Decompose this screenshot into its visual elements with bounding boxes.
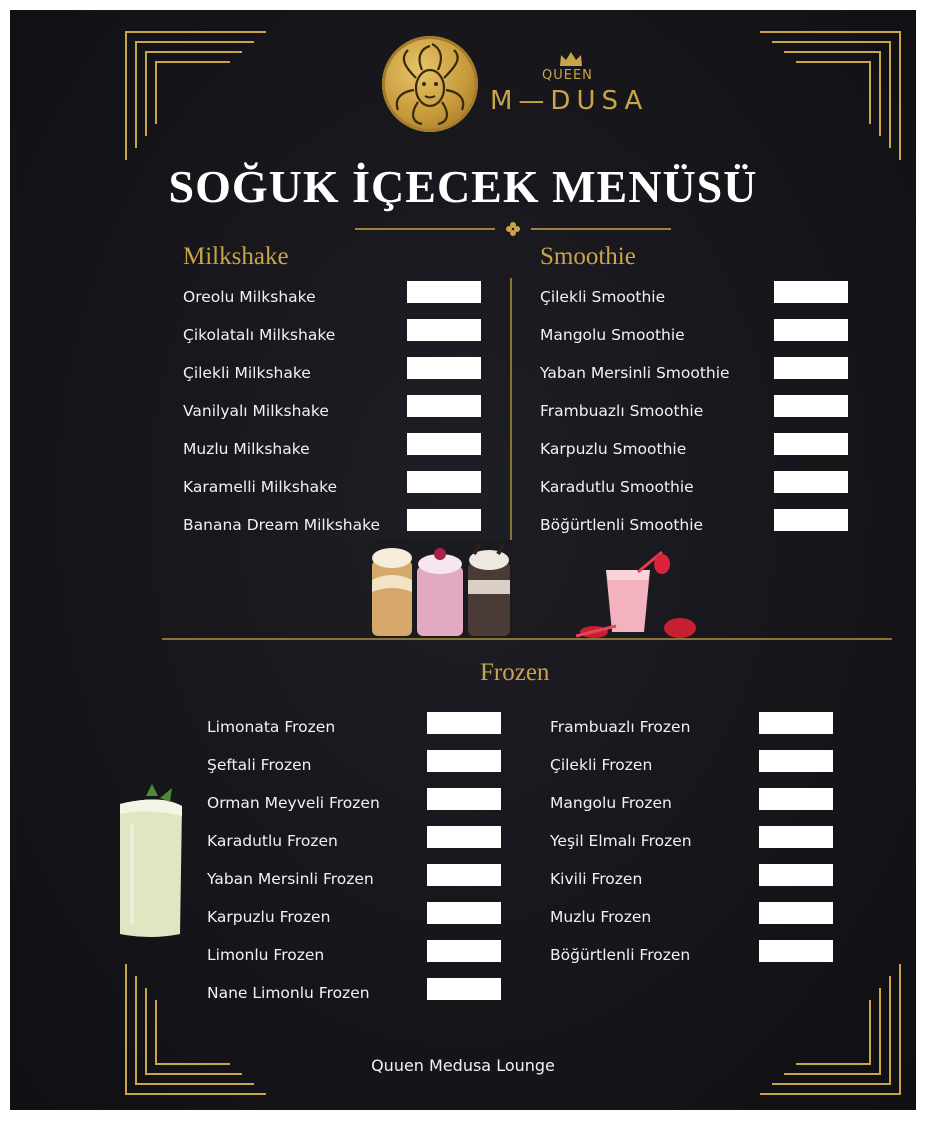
price-box bbox=[407, 509, 481, 531]
price-box bbox=[427, 940, 501, 962]
smoothie-item: Yaban Mersinli Smoothie bbox=[540, 364, 730, 382]
divider-ornament-icon bbox=[355, 222, 671, 236]
frozen-item: Karpuzlu Frozen bbox=[207, 908, 331, 926]
smoothie-item: Karpuzlu Smoothie bbox=[540, 440, 687, 458]
price-box bbox=[759, 902, 833, 924]
lemonade-frozen-image bbox=[120, 784, 186, 940]
price-box bbox=[427, 902, 501, 924]
price-box bbox=[407, 357, 481, 379]
footer-text: Quuen Medusa Lounge bbox=[371, 1056, 555, 1075]
smoothie-item: Frambuazlı Smoothie bbox=[540, 402, 704, 420]
page-title: SOĞUK İÇECEK MENÜSÜ bbox=[168, 161, 758, 212]
price-box bbox=[759, 750, 833, 772]
frozen-item: Limonlu Frozen bbox=[207, 946, 325, 964]
frozen-item: Çilekli Frozen bbox=[550, 756, 653, 774]
corner-ornament-icon bbox=[122, 28, 272, 168]
smoothie-item: Çilekli Smoothie bbox=[540, 288, 666, 306]
price-box bbox=[427, 864, 501, 886]
frozen-section-title: Frozen bbox=[480, 659, 550, 686]
menu-board bbox=[10, 10, 916, 1110]
milkshake-item: Muzlu Milkshake bbox=[183, 440, 310, 458]
milkshake-jars-image bbox=[370, 540, 512, 638]
milkshake-item: Karamelli Milkshake bbox=[183, 478, 338, 496]
brand-queen-label: QUEEN bbox=[542, 68, 593, 83]
price-box bbox=[774, 509, 848, 531]
price-box bbox=[407, 471, 481, 493]
frozen-item: Muzlu Frozen bbox=[550, 908, 652, 926]
milkshake-item: Çikolatalı Milkshake bbox=[183, 326, 336, 344]
price-box bbox=[774, 433, 848, 455]
frozen-item: Frambuazlı Frozen bbox=[550, 718, 691, 736]
crown-icon bbox=[558, 50, 584, 68]
corner-ornament-icon bbox=[122, 958, 272, 1098]
price-box bbox=[774, 281, 848, 303]
brand-name: M—DUSA bbox=[490, 86, 649, 116]
frozen-item: Mangolu Frozen bbox=[550, 794, 672, 812]
smoothie-section-title: Smoothie bbox=[540, 243, 636, 270]
frozen-item: Kivili Frozen bbox=[550, 870, 643, 888]
frozen-item: Nane Limonlu Frozen bbox=[207, 984, 370, 1002]
price-box bbox=[759, 864, 833, 886]
frozen-item: Böğürtlenli Frozen bbox=[550, 946, 691, 964]
price-box bbox=[407, 433, 481, 455]
frozen-item: Şeftali Frozen bbox=[207, 756, 312, 774]
corner-ornament-icon bbox=[754, 28, 904, 168]
smoothie-item: Böğürtlenli Smoothie bbox=[540, 516, 704, 534]
frozen-item: Karadutlu Frozen bbox=[207, 832, 338, 850]
milkshake-item: Banana Dream Milkshake bbox=[183, 516, 381, 534]
frozen-item: Limonata Frozen bbox=[207, 718, 336, 736]
price-box bbox=[427, 978, 501, 1000]
frozen-item: Orman Meyveli Frozen bbox=[207, 794, 380, 812]
price-box bbox=[774, 319, 848, 341]
milkshake-section-title: Milkshake bbox=[183, 243, 289, 270]
medusa-coin-icon bbox=[382, 36, 478, 132]
milkshake-item: Oreolu Milkshake bbox=[183, 288, 316, 306]
price-box bbox=[427, 750, 501, 772]
smoothie-item: Karadutlu Smoothie bbox=[540, 478, 694, 496]
price-box bbox=[427, 788, 501, 810]
price-box bbox=[774, 357, 848, 379]
price-box bbox=[759, 826, 833, 848]
price-box bbox=[407, 319, 481, 341]
price-box bbox=[407, 395, 481, 417]
smoothie-item: Mangolu Smoothie bbox=[540, 326, 685, 344]
milkshake-item: Vanilyalı Milkshake bbox=[183, 402, 329, 420]
price-box bbox=[759, 940, 833, 962]
strawberry-smoothie-image bbox=[576, 550, 700, 638]
corner-ornament-icon bbox=[754, 958, 904, 1098]
frozen-item: Yeşil Elmalı Frozen bbox=[550, 832, 692, 850]
frozen-item: Yaban Mersinli Frozen bbox=[207, 870, 374, 888]
section-divider bbox=[162, 638, 892, 640]
milkshake-item: Çilekli Milkshake bbox=[183, 364, 311, 382]
price-box bbox=[759, 712, 833, 734]
price-box bbox=[759, 788, 833, 810]
price-box bbox=[407, 281, 481, 303]
price-box bbox=[427, 826, 501, 848]
price-box bbox=[774, 471, 848, 493]
price-box bbox=[427, 712, 501, 734]
brand-logo bbox=[382, 36, 672, 136]
price-box bbox=[774, 395, 848, 417]
